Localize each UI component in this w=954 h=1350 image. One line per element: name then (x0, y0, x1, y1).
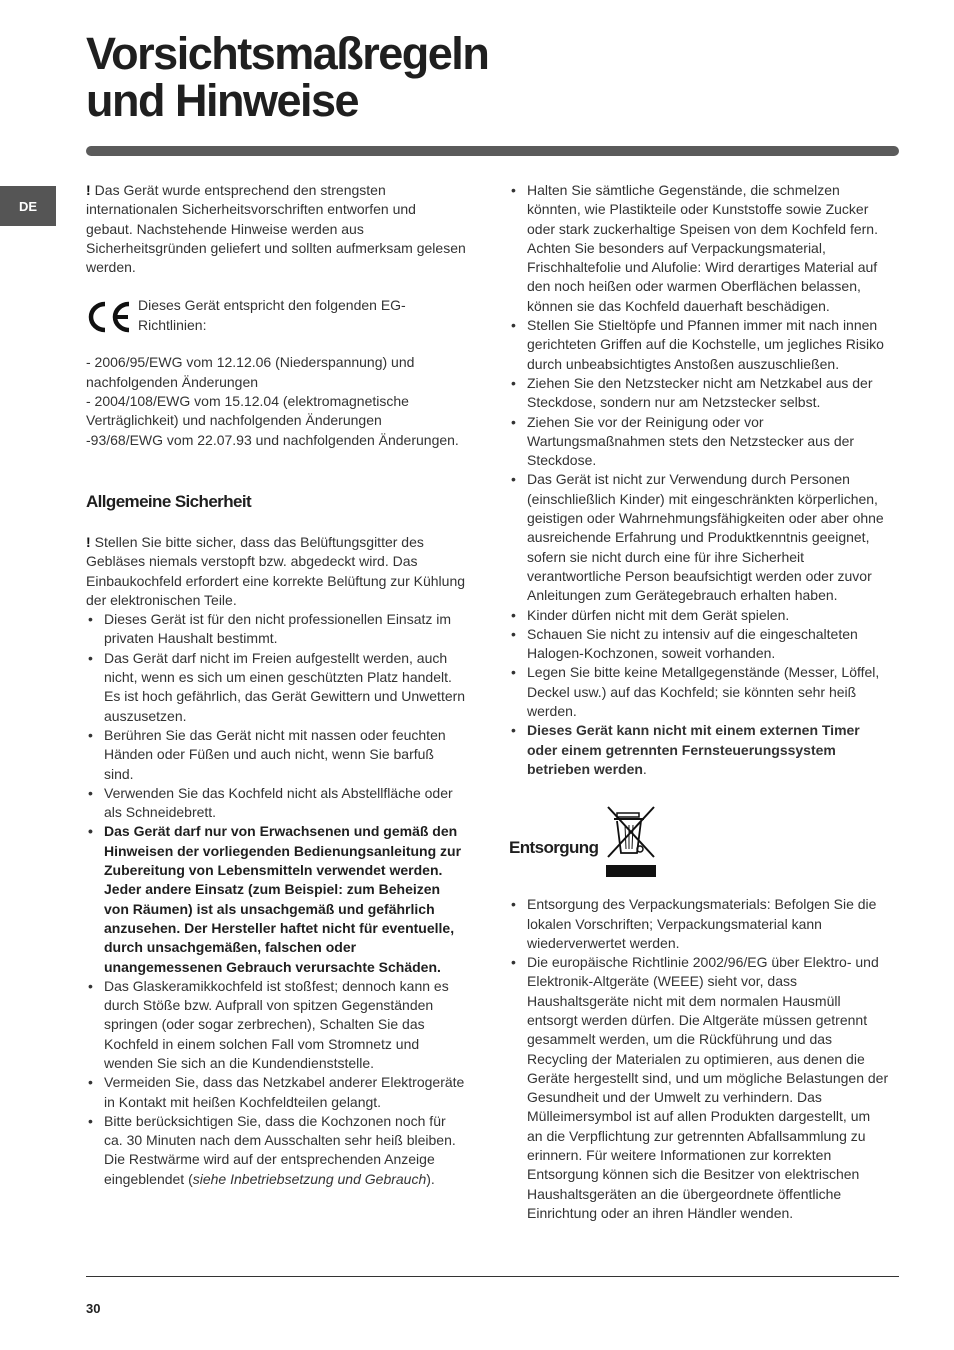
bold-warning: Dieses Gerät kann nicht mit einem externen Timer oder einem getrennten Fernsteuerungssystem betrieben werden (527, 722, 860, 777)
list-item (509, 721, 889, 779)
title-divider (86, 146, 899, 156)
crossed-bin-icon (604, 805, 658, 881)
directive-item: - 2006/95/EWG vom 12.12.06 (Niederspannung) und nachfolgenden Änderungen (86, 354, 415, 390)
page-number: 30 (86, 1301, 101, 1316)
list-item-text: . (642, 760, 647, 777)
list-item: • Das Gerät darf nicht im Freien aufgestellt werden, auch nicht, wenn es sich um einen geschützten Platz handelt. Es ist hoch gefährlich, das Gerät Gewittern und Unwettern auszusetzen. (86, 649, 466, 726)
list-item: • Vermeiden Sie, dass das Netzkabel anderer Elektrogeräte in Kontakt mit heißen Kochfeldteilen gelangt. (86, 1073, 466, 1112)
list-item: • Dieses Gerät ist für den nicht professionellen Einsatz im privaten Haushalt bestimmt. (86, 610, 466, 649)
footer-divider (86, 1276, 899, 1277)
cross-reference: siehe Inbetriebsetzung und Gebrauch (192, 1170, 427, 1187)
language-tab: DE (0, 186, 56, 226)
title-line-1: Vorsichtsmaßregeln (86, 28, 489, 79)
disposal-list (509, 895, 889, 1223)
list-item: • Ziehen Sie den Netzstecker nicht am Netzkabel aus der Steckdose, sondern nur am Netzstecker selbst. (509, 374, 889, 413)
list-item: • Die europäische Richtlinie 2002/96/EG über Elektro- und Elektronik-Altgeräte (WEEE) sieht vor, dass Haushaltsgeräte nicht mit dem normalen Hausmüll entsorgt werden dürfen. Die Altgeräte müssen getrennt gesammelt werden, um die Rückführung und das Recycling der Materialen zu optimieren, aus denen die Geräte hergestellt sind, und um mögliche Belastungen der Gesundheit und der Umwelt zu verhindern. Das Mülleimersymbol ist auf allen Produkten dargestellt, um an die Verpflichtung zur getrennten Abfallsammlung zu erinnern. Für weitere Informationen zur korrekten Entsorgung können sich die Besitzer von elektrischen Haushaltsgeräten an die übergeordnete öffentliche Einrichtung oder an ihren Händler wenden. (509, 953, 889, 1223)
ce-conformity (86, 296, 466, 335)
list-item-bold: • Das Gerät darf nur von Erwachsenen und gemäß den Hinweisen der vorliegenden Bedienungsanleitung zur Zubereitung von Lebensmitteln verwendet werden. Jeder andere Einsatz (zum Beispiel: zum Beheizen von Räumen) ist als unsachgemäß und gefährlich anzusehen. Der Hersteller haftet nicht für eventuelle, durch unsachgemäßen, falschen oder unangemessenen Gebrauch verursachte Schäden. (86, 822, 466, 976)
list-item: • Ziehen Sie vor der Reinigung oder vor Wartungsmaßnahmen stets den Netzstecker aus der Steckdose. (509, 413, 889, 471)
list-item: • Verwenden Sie das Kochfeld nicht als Abstellfläche oder als Schneidebrett. (86, 784, 466, 823)
title-line-2: und Hinweise (86, 75, 359, 126)
list-item: • Das Glaskeramikkochfeld ist stoßfest; dennoch kann es durch Stöße bzw. Aufprall von spitzen Gegenständen springen (oder sogar zerbrechen), Schalten Sie das Kochfeld in einem solchen Fall vom Stromnetz und wenden Sie sich an die Kundendienststelle. (86, 977, 466, 1073)
directive-list (86, 353, 466, 449)
ventilation-warning (86, 533, 466, 610)
right-column (509, 181, 889, 1223)
list-item: • Legen Sie bitte keine Metallgegenstände (Messer, Löffel, Deckel usw.) auf das Kochfeld; sie könnten sehr heiß werden. (509, 663, 889, 721)
list-item: • Stellen Sie Stieltöpfe und Pfannen immer mit nach innen gerichteten Griffen auf die Kochstelle, um jegliches Risiko durch unbeabsichtigtes Anstoßen auszuschließen. (509, 316, 889, 374)
directive-item: -93/68/EWG vom 22.07.93 und nachfolgenden Änderungen. (86, 431, 459, 448)
list-item: • Entsorgung des Verpackungsmaterials: Befolgen Sie die lokalen Vorschriften; Verpackungsmaterial kann wiederverwertet werden. (509, 895, 889, 953)
ce-text: Dieses Gerät entspricht den folgenden EG-Richtlinien: (138, 297, 406, 333)
list-item: • Das Gerät ist nicht zur Verwendung durch Personen (einschließlich Kinder) mit eingeschränkten körperlichen, geistigen oder Wahrnehmungsfähigkeiten oder aber ohne ausreichende Erfahrung und Produktkenntnis geeignet, sofern sie nicht durch eine für ihre Sicherheit verantwortliche Person beaufsichtigt werden oder zuvor Anleitungen zum Gerätegebrauch erhalten haben. (509, 470, 889, 605)
disposal-header (509, 805, 889, 881)
section-heading-safety: Allgemeine Sicherheit (86, 491, 252, 511)
ce-mark-icon (86, 299, 134, 335)
intro-paragraph (86, 181, 466, 277)
list-item-text: Bitte berücksichtigen Sie, dass die Kochzonen noch für ca. 30 Minuten nach dem Ausschalten sehr heiß bleiben. Die Restwärme wird auf der entsprechenden Anzeige eingeblendet ( (104, 1112, 456, 1187)
intro-text: Das Gerät wurde entsprechend den strengsten internationalen Sicherheitsvorschriften entworfen und gebaut. Nachstehende Hinweise werden aus Sicherheitsgründen geliefert und sollten aufmerksam gelesen werden. (86, 182, 466, 276)
warning-text: Stellen Sie bitte sicher, dass das Belüftungsgitter des Gebläses niemals verstopft bzw. abgedeckt wird. Das Einbaukochfeld erfordert eine korrekte Belüftung zur Kühlung der elektronischen Teile. (86, 533, 466, 608)
section-heading-disposal: Entsorgung (509, 838, 599, 858)
page-title (86, 30, 488, 124)
safety-list-continued (509, 181, 889, 779)
left-column (86, 181, 466, 1189)
list-item (86, 1112, 466, 1189)
list-item-text: ). (426, 1170, 435, 1187)
list-item: • Kinder dürfen nicht mit dem Gerät spielen. (509, 606, 889, 625)
list-item: • Schauen Sie nicht zu intensiv auf die eingeschalteten Halogen-Kochzonen, soweit vorhanden. (509, 625, 889, 664)
safety-list (86, 610, 466, 1189)
warning-mark: ! (86, 182, 91, 198)
list-item: • Berühren Sie das Gerät nicht mit nassen oder feuchten Händen oder Füßen und auch nicht, wenn Sie barfuß sind. (86, 726, 466, 784)
directive-item: - 2004/108/EWG vom 15.12.04 (elektromagnetische Verträglichkeit) und nachfolgenden Änderungen (86, 393, 409, 429)
warning-mark: ! (86, 533, 91, 550)
list-item: • Halten Sie sämtliche Gegenstände, die schmelzen könnten, wie Plastikteile oder Kunststoffe sowie Zucker oder stark zuckerhaltige Speisen von dem Kochfeld fern. Achten Sie besonders auf Verpackungsmaterial, Frischhaltefolie und Alufolie: Wird derartiges Material auf den noch heißen oder warmen Oberflächen belassen, können sie das Kochfeld dauerhaft beschädigen. (509, 181, 889, 316)
